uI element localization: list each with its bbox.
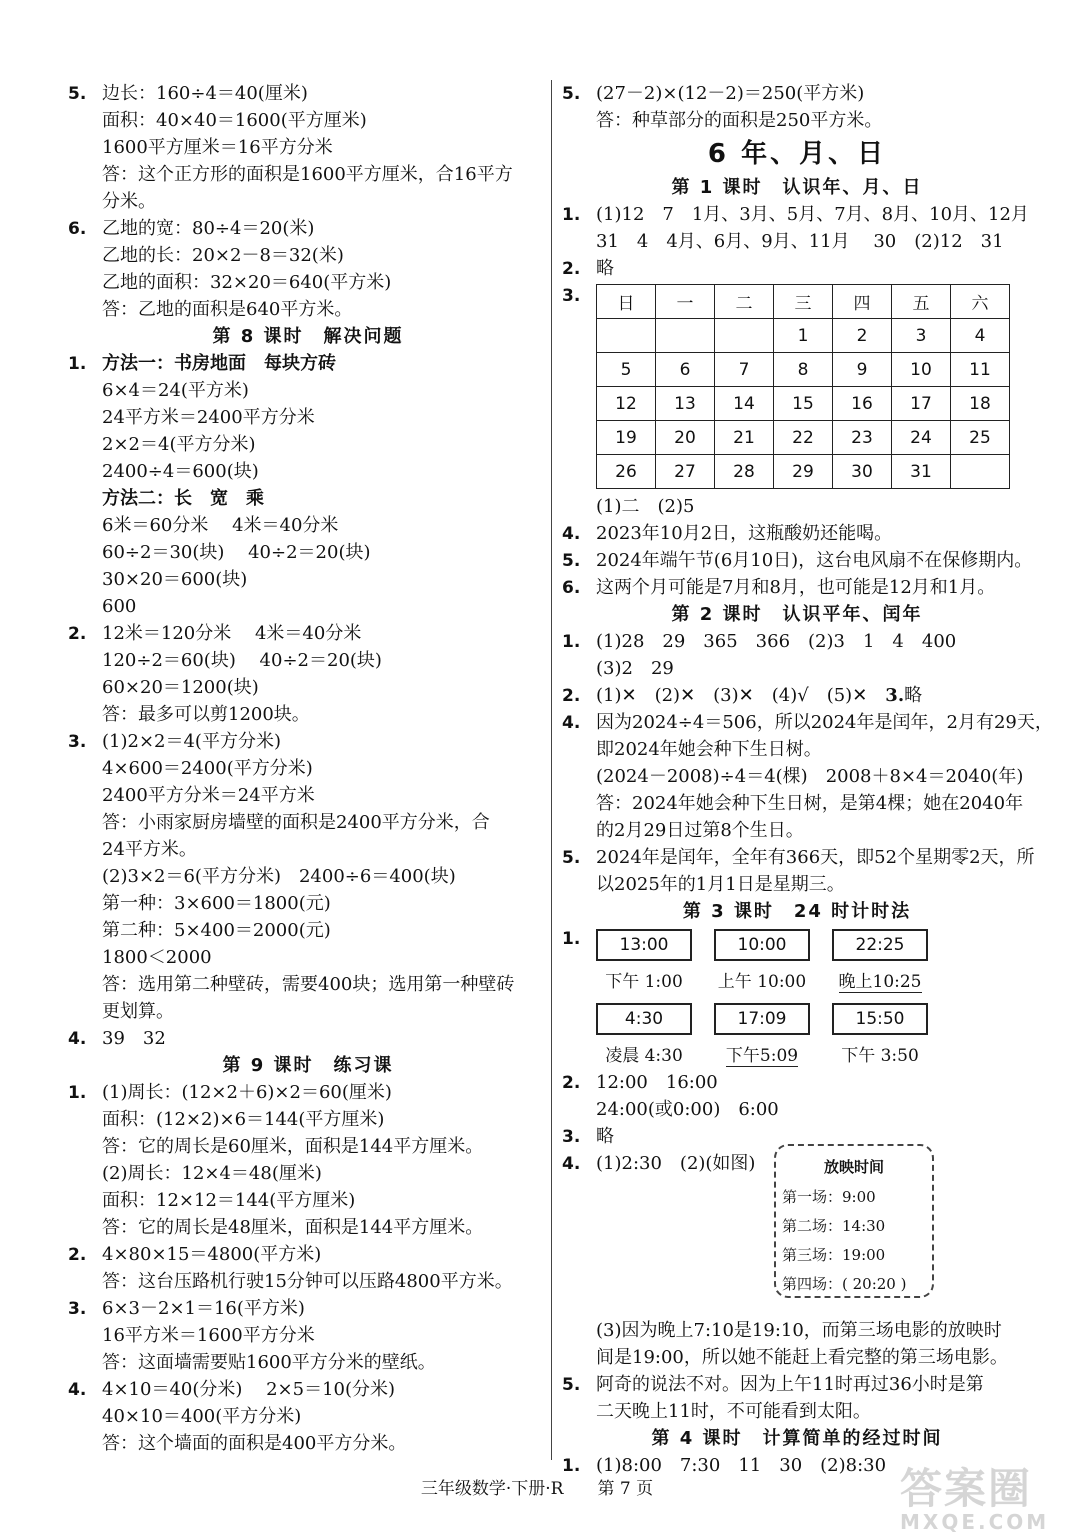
unit-title: 6 年、月、日 (707, 139, 887, 169)
schedule-title: 放映时间 (823, 1158, 884, 1176)
l3-q3: 3. 略 (562, 1126, 614, 1147)
column-divider (551, 80, 552, 1460)
answer-underlined: 下午5:09 (725, 1046, 799, 1066)
clock-item (714, 1003, 810, 1069)
l3-q2: 2. 12:00 16:00 24:00(或0:00) 6:00 (562, 1072, 779, 1120)
calendar-row: 19 20 21 22 23 24 25 (597, 421, 1010, 455)
l2-q2: 2. (1)✕ (2)✕ (3)✕ (4)√ (5)✕ 3.略 (562, 685, 923, 706)
lesson8-title: 第 8 课时 解决问题 (212, 326, 404, 347)
l3-q1: 1. 13:00 下午 1:00 10:00 上午 10:00 22:25 晚上10:25 4:30 凌晨 4:30 17:09 下午5:09 15:50 下午 3:50 (562, 929, 1032, 1069)
clock-item: 4:30 凌晨 4:30 (596, 1003, 692, 1069)
clock-item: 10:00 上午 10:00 (714, 929, 810, 995)
digital-time: 13:00 (596, 929, 692, 961)
lesson9-title: 第 9 课时 练习课 (222, 1055, 394, 1076)
lesson4-title: 第 4 课时 计算简单的经过时间 (651, 1428, 943, 1449)
left-column (68, 80, 548, 1457)
l1-q6: 6. 这两个月可能是7月和8月，也可能是12月和1月。 (562, 577, 996, 598)
right-q5: 5. (27－2)×(12－2)＝250(平方米) 答：种草部分的面积是250平方米。 (562, 83, 883, 131)
l8-q2: 2. 12米＝120分米 4米＝40分米 120÷2＝60(块) 40÷2＝20(块) 60×20＝1200(块) 答：最多可以剪1200块。 (68, 623, 382, 725)
schedule-item: 第四场：( 20:20 ) (782, 1275, 907, 1293)
l2-q4: 4. 因为2024÷4＝506，所以2024年是闰年，2月有29天， 即2024年她会种下生日树。 (2024－2008)÷4＝4(棵) 2008＋8×4＝2040(年) 答：2024年她会种下生日树，是第4棵；她在2040年 的2月29日过第8个生日。 (562, 712, 1053, 841)
l2-q1: 1. (1)28 29 365 366 (2)3 1 4 400 (3)2 29 (562, 631, 957, 679)
schedule-item: 第二场：14:30 (782, 1217, 886, 1235)
l3-q4: 4. (1)2:30 (2)(如图) (3)因为晚上7:10是19:10，而第三场电影的放映时 间是19:00，所以她不能赶上看完整的第三场电影。 (562, 1153, 1008, 1368)
lesson1-title: 第 1 课时 认识年、月、日 (671, 177, 923, 198)
schedule-item: 第三场：19:00 (782, 1246, 886, 1264)
l9-q4: 4. 4×10＝40(分米) 2×5＝10(分米) 40×10＝400(平方分米) 答：这个墙面的面积是400平方分米。 (68, 1379, 407, 1454)
clock-item: 15:50 下午 3:50 (832, 1003, 928, 1069)
clock-item (832, 929, 928, 995)
l1-q4: 4. 2023年10月2日，这瓶酸奶还能喝。 (562, 523, 893, 544)
l1-q5: 5. 2024年端午节(6月10日)，这台电风扇不在保修期内。 (562, 550, 1033, 571)
l8-q4: 4. 39 32 (68, 1028, 166, 1049)
l2-q5: 5. 2024年是闰年，全年有366天，即52个星期零2天，所 以2025年的1月1日是星期三。 (562, 847, 1035, 895)
l1-q3: 3. 日 一 二 三 四 五 六 1 2 3 4 5 6 7 8 9 10 11 12 13 14 15 16 17 18 19 20 21 22 23 24 25 26 27 28 29 30 31 (1)二 (2)5 (562, 284, 1032, 520)
digital-time: 10:00 (714, 929, 810, 961)
l9-q3: 3. 6×3－2×1＝16(平方米) 16平方米＝1600平方分米 答：这面墙需要贴1600平方分米的壁纸。 (68, 1298, 436, 1373)
schedule-item: 第一场：9:00 (782, 1188, 876, 1206)
watermark-logo: 答案圈 MXQE.COM (900, 1464, 1050, 1534)
calendar-row: 26 27 28 29 30 31 (597, 455, 1010, 489)
digital-time: 4:30 (596, 1003, 692, 1035)
digital-time: 15:50 (832, 1003, 928, 1035)
l8-q1: 1. 方法一：书房地面 每块方砖 6×4＝24(平方米) 24平方米＝2400平方分米 2×2＝4(平方分米) 2400÷4＝600(块) 方法二：长 宽 乘 6米＝60分米 4米＝40分米 60÷2＝30(块) 40÷2＝20(块) 30×20＝600(块) 600 (68, 353, 371, 617)
answer-underlined: 晚上10:25 (838, 972, 922, 992)
clock-row-1 (596, 929, 1032, 995)
calendar-table (596, 284, 1010, 489)
calendar-header-row: 日 一 二 三 四 五 六 (597, 285, 1010, 319)
left-q5: 5. 边长：160÷4＝40(厘米) 面积：40×40＝1600(平方厘米) 1600平方厘米＝16平方分米 答：这个正方形的面积是1600平方厘米，合16平方 分米。 (68, 83, 513, 212)
digital-time: 22:25 (832, 929, 928, 961)
l1-q1: 1. (1)12 7 1月、3月、5月、7月、8月、10月、12月 31 4 4月、6月、9月、11月 30 (2)12 31 (562, 204, 1029, 252)
l8-q3: 3. (1)2×2＝4(平方分米) 4×600＝2400(平方分米) 2400平方分米＝24平方米 答：小雨家厨房墙壁的面积是2400平方分米，合 24平方米。 (2)3×2＝6(平方分米) 2400÷6＝400(块) 第一种：3×600＝1800(元) 第二种：5×400＝2000(元) 1800＜2000 答：选用第二种壁砖，需要400块；选用第一种壁砖 更划算。 (68, 731, 515, 1022)
calendar-row: 1 2 3 4 (597, 319, 1010, 353)
calendar-row: 5 6 7 8 9 10 11 (597, 353, 1010, 387)
clock-row-2 (596, 1003, 1032, 1069)
l4-q1: 1. (1)8:00 7:30 11 30 (2)8:30 (562, 1455, 887, 1476)
clock-item: 13:00 下午 1:00 (596, 929, 692, 995)
screening-schedule-box (774, 1144, 934, 1298)
digital-time: 17:09 (714, 1003, 810, 1035)
calendar-row: 12 13 14 15 16 17 18 (597, 387, 1010, 421)
lesson3-title: 第 3 课时 24 时计时法 (682, 901, 912, 922)
page-footer: 三年级数学·下册·R 第 7 页 (420, 1479, 654, 1499)
l9-q1: 1. (1)周长：(12×2＋6)×2＝60(厘米) 面积：(12×2)×6＝144(平方厘米) 答：它的周长是60厘米，面积是144平方厘米。 (2)周长：12×4＝48(厘米) 面积：12×12＝144(平方厘米) 答：它的周长是48厘米，面积是144平方厘米。 (68, 1082, 484, 1238)
l1-q2: 2. 略 (562, 258, 614, 279)
l9-q2: 2. 4×80×15＝4800(平方米) 答：这台压路机行驶15分钟可以压路4800平方米。 (68, 1244, 513, 1292)
left-q6: 6. 乙地的宽：80÷4＝20(米) 乙地的长：20×2－8＝32(米) 乙地的面积：32×20＝640(平方米) 答：乙地的面积是640平方米。 (68, 218, 392, 320)
lesson2-title: 第 2 课时 认识平年、闰年 (671, 604, 923, 625)
l3-q5: 5. 阿奇的说法不对。因为上午11时再过36小时是第 二天晚上11时，不可能看到太阳。 (562, 1374, 984, 1422)
